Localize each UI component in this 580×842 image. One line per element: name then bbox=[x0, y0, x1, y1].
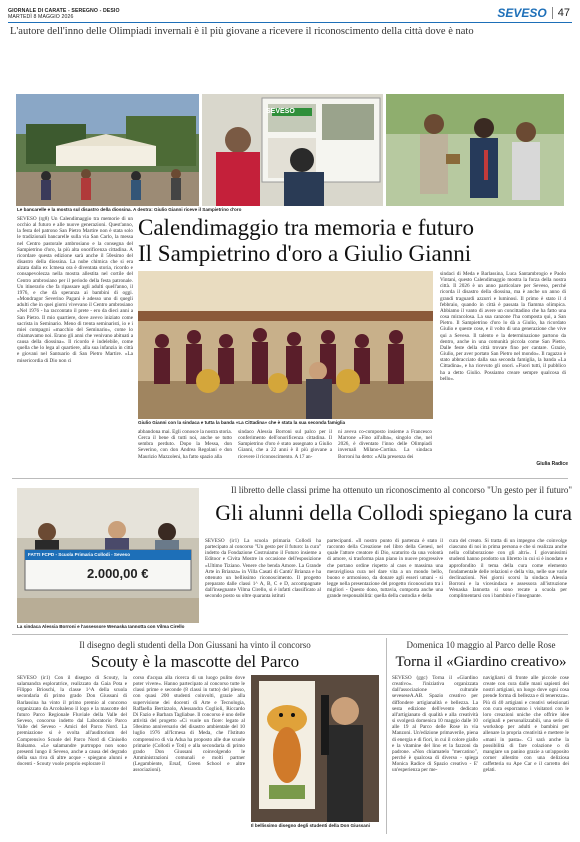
lead-photo-band bbox=[138, 271, 433, 419]
lead-headline-line-2: Il Sampietrino d'oro a Giulio Gianni bbox=[138, 241, 472, 266]
page-marker bbox=[497, 6, 570, 20]
scout-kicker: Il disegno degli studenti della Don Giussani ha vinto il concorso bbox=[79, 640, 311, 650]
collodi-column-1: SEVESO (ir1) La scuola primaria Collodi ha partecipato al concorso "Un gesto per il futuro: la cura" indetto da Fondazione Costruiamo il Futuro insieme a Editoor e Civita Mostre in occasione dell'esposizione «Ultimo Tiziano. Venere che benda Amore. La Grande Arte in Brianza» in Villa Casati di Cantù' Brianza e ha ottenuto un bellissimo riconoscimento. Il progetto preparato dalle classi 1^ A, B, C e D, accompagnate dall'insegnante Vilma Cirello, si è infatti classificato al secondo posto su oltre quaranta istituti bbox=[205, 538, 321, 600]
scout-photo-drawing bbox=[251, 675, 379, 822]
section-name: SEVESO bbox=[497, 6, 547, 20]
header-rule bbox=[8, 22, 572, 23]
page-divider bbox=[552, 7, 553, 19]
check-amount: 2.000,00 € bbox=[87, 566, 149, 581]
exhibition-banner: SEVESO bbox=[266, 108, 295, 115]
check-banner: FATTI FCPD - Scuola Primaria Collodi - Seveso bbox=[28, 552, 131, 557]
lead-photo-market bbox=[16, 94, 199, 206]
scout-column-2: corso d'acqua alla ricerca di un luogo pulito dove poter vivere». Hanno partecipato al concorso tutte le classi prime e seconde (8 classi in tutto) del plesso, con quasi 200 studenti coinvolti, grazie alla supervisione dei docenti di Arte e Tecnologia, Raffaella Bertizzolo, Alessandra Coglioli, Riccardo Di Fazio e Barbara Tagliabue. Il concorso è uno delle attività del progetto «Ci vuole un fiore: legato al 50esimo anniversario del disastro ambientale del 10 luglio 1976 all'Icmesa di Meda, che l'Istituto comprensivo di via Adua ha proposto alle due scuole primarie (Collodi e Toti) e alla secondaria di primo grado Don Giussani coinvolgendo le Amministrazioni comunali e molti partner (Legambiente, Ersaf, Green School e altre associazioni). bbox=[133, 675, 245, 774]
collodi-kicker: Il libretto delle classi prime ha ottenuto un riconoscimento al concorso "Un gesto per il futuro" bbox=[230, 485, 572, 495]
paper-name: GIORNALE DI CARATE - SEREGNO - DESIO bbox=[8, 8, 120, 14]
lead-photo-caption: Le bancarelle e la mostra sul disastro della diossina. A destra: Giulio Gianni riceve il Sampietrino d'oro bbox=[17, 207, 242, 212]
lead-headline-line-1: Calendimaggio tra memoria e futuro bbox=[138, 215, 474, 240]
giardino-column-1: SEVESO (ggc) Torna il «Giardino creativo». l'iniziativa organizzata dall'associazione culturale seveseseA.AB. Spazio creativo per diffondere artigianalità e bellezza. La sesta edizione dell'evento dedicato all'artigianato di qualità e alla creatività si svolgerà domenica 10 maggio dalle 10 alle 19 al Parco delle Rose in via Manzoni. Un'edizione primaverile, piena di energia e di fiori, in cui il colore giallo e la vitamine del lino et la fazzoni da padrone. «Non chiamatelo "mercatino", perché è qualcosa di diverso - spiega Monica Radice di Spazio creativo - E' un'esperienza per me- bbox=[392, 675, 478, 774]
collodi-photo-caption: La sindaca Alessia Borroni e l'assessore Wenaska Iannotta con Vilma Cirello bbox=[17, 624, 185, 629]
collodi-column-2: partecipanti. «Il nostro punto di partenza è stato il racconto della Creazione nel libro della Genesi, nel quale l'attore creatore di Dio, scaturito da una volontà di amore, si trasforma pian piano in nuove progressive che portano ordine rispetto al caos e massima una meravigliosa cura nel dare vita a un mondo bello, buono e armonioso, da donare agli esseri umani - si legge nella presentazione del progetto riconosciuto tra i migliori - Questo dono, tuttavia, comporta anche una grande responsabilità: quella della custodia e della bbox=[327, 538, 443, 600]
giardino-kicker: Domenica 10 maggio al Parco delle Rose bbox=[406, 640, 556, 650]
giardino-headline: Torna il «Giardino creativo» bbox=[395, 654, 567, 670]
page-number: 47 bbox=[557, 7, 570, 19]
lead-column-1: SEVESO (rg8) Un Calendimaggio tra memorie di un occhio al futuro e alle nuove generazioni. Quest'anno, la festa del patrono San Pietro Martire non è stata solo le tradizionali bancarelle sulla via San Carlo, la messa nel Centro pastorale ambrosiano e la consegna del Sampietrino d'oro, la più alta onorificenza cittadina. A ricordare questa edizione sarà anche il 50esimo del disastro della diossina. La nube chimica che si era alzata dalla ex Icmesa ora è diventata storia, ricordo e consapevolezza nella mostra allestita nel cortile del Centro ambrosiano per il periodo della festa patronale. Un itinerario che fa ripassare agli adulti quell'anno, il 1976, e che dà speranza ai bambini di oggi. «Mondragor Severino Pagani è adesso uno di quegli adulti che in quei giorni vivevano il Centro ambrosiano «Nel 1976 - ha raccontato il prete - ero da dieci anni a San Pietro. Il mio quartiere, dove avevo iniziato come sacrista in Seminario. Meno di trenta seminaristi, io e i miei compagni «macchio del Seminario», come lo chiamavamo noi. Erano gli anni che venivano abituati a causa della diossina». Il ricordo è indelebile, come quella che lo lega al quartiere, alla sua infanzia in città e giovani nel Santuario di San Pietro Martire. «La misericordia di Dio non ci bbox=[17, 216, 133, 364]
scout-headline: Scouty è la mascotte del Parco bbox=[90, 652, 300, 671]
collodi-headline: Gli alunni della Collodi spiegano la cura bbox=[215, 500, 572, 525]
lead-column-4: ni aveva co-composto insieme a Francesco Marrone «Fino all'alba», singolo che, nel 2026, è diventato l'inno delle Olimpiadi invernali Milano-Cortina. La sindaca Borroni ha detto: «Alla presenza dei bbox=[338, 429, 432, 460]
lead-kicker: L'autore dell'inno delle Olimpiadi invernali è il più giovane a ricevere il riconoscimento della città dove è nato bbox=[10, 26, 474, 37]
collodi-column-3: cura del creato. Si tratta di un impegno che coinvolge ciascuno di noi in prima persona e che si realizza anche nella collaborazione con gli altri». I giovanissimi studenti hanno prodotto un libretto in cui si è inondato e approfondito il tema della cura come elemento fondamentale delle relazioni e della vita, nelle sue varie declinazioni. Nei giorni scorsi la sindaca Alessia Borroni e la vicesindaca e assessora all'istruzione Wenaska Iannotta si sono recate a scuola per complimentarsi con i bambini e l'insegnante. bbox=[449, 538, 567, 600]
section-divider-1 bbox=[12, 478, 568, 479]
lead-photo-exhibition bbox=[202, 94, 383, 206]
scout-column-1: SEVESO (ir1) Con il disegno di Scouty, la salamandra esploratrice, realizzato da Gaia Pota e Filippo Brioschi, la classe 1^A della scuola secondaria di primo grado Don Giussani di Barlassina ha vinto il primo premio al concorso organizzato da Arcobaleno il logo e la mascotte del futuro Parco Regionale Fluviale della Valle del Seveso, concorso indetto dal Laboratorio Parco Valle del Seveso - Amici del Parco Nord. La premiazione si è svolta all'auditorium del Comprensivo Scuole del Parco Nord di Cinisello Balsamo. «Le salamandre purtroppo non sono presenti lungo il Seveso, anche a causa del degrado della sua riva di altre acque - spiegano alunni e docenti - Scouty vuole proprio esplorare il bbox=[17, 675, 127, 768]
giardino-column-2: navigliarsi di fronte alle piccole cose create con cura dalle mani sapienti dei nostri artigiani, un luogo dove ogni cosa prende forma di bellezza e di tenerezza». Più di 40 artigiani e creativi selezionati con cura esporranno i visitatori con le loro creazioni uniche che offrire idee originali e personalizzabili, una serie di workshop per adulti e bambini per allenare la propria creatività e mettere le «mani in pasta». Ci sarà anche la possibilità di fare colazione o di mangiare un panino grazie a un'apposito corner allestito con una deliziosa caffetteria su Ape Car e il carretto dei gelati. bbox=[483, 675, 569, 774]
lead-column-5: sindaci di Meda e Barlassina, Luca Santambrogio e Paolo Vintani, questo Calendimaggio mostra la forza della nostra città. Il 2026 è un anno particolare per Seveso, perché ricorda il disastro della diossina, ma è anche un anno di grandi traguardi azzurri e luminosi. Il primo è stato il 4 febbraio, quando in città è passata la fiamma olimpica. Abbiamo il vanto di avere un concittadino che ha fatto una cosa miracolosa. La sua canzone l'ha composta qui, a San Pietro. Il Sampietrino d'oro lo dà a Giulio, ha ricordato Giulio e queste cose, e il volto di una generazione che vive qui a Seveso. Il talento e la determinazione partono da dentro, anche in una comunità piccola come San Pietro. Dalle feste della città trovare fino per cantare. Grazie, Giulio, per aver portato San Pietro nel mondo». Il ragazzo è stato abbracciato dalla sua seconda famiglia, la banda «La Cittadina», e ha ricevuto gli onori. «Fuori tutti, il pubblico ha a detto Giulio. Possiamo creare sempre qualcosa di bello». bbox=[440, 271, 566, 382]
lead-photo-award bbox=[386, 94, 564, 206]
issue-date: MARTEDÌ 8 MAGGIO 2026 bbox=[8, 14, 74, 20]
scout-photo-caption: Il bellissimo disegno degli studenti della Don Giussani bbox=[251, 823, 370, 828]
lead-column-3: sindaco Alessia Borroni sul palco per il conferimento dell'onorificenza cittadina. Il Sampietrino d'oro è stato assegnato a Giulio Gianni, che a 22 anni è il più giovane a ricevere il riconoscimento. A 17 an- bbox=[238, 429, 332, 460]
column-divider bbox=[386, 638, 387, 834]
masthead bbox=[8, 8, 120, 20]
section-divider-2 bbox=[12, 634, 568, 635]
lead-band-caption: Giulio Gianni con la sindaca e tutta la banda «La Cittadina» che è stata la sua seconda famiglia bbox=[138, 420, 346, 425]
collodi-photo-check bbox=[17, 488, 199, 623]
lead-column-2: abbandona mai. Egli conosce la nostra storia. Cerca il bene di tutti noi, anche se tutto sembra perduto. Dopo la Messa, don Severino, con don Andrea Regolani e don Maurizio Mazzoleni, ha fatto spazio alla bbox=[138, 429, 232, 460]
lead-author: Giulia Radice bbox=[536, 461, 568, 467]
